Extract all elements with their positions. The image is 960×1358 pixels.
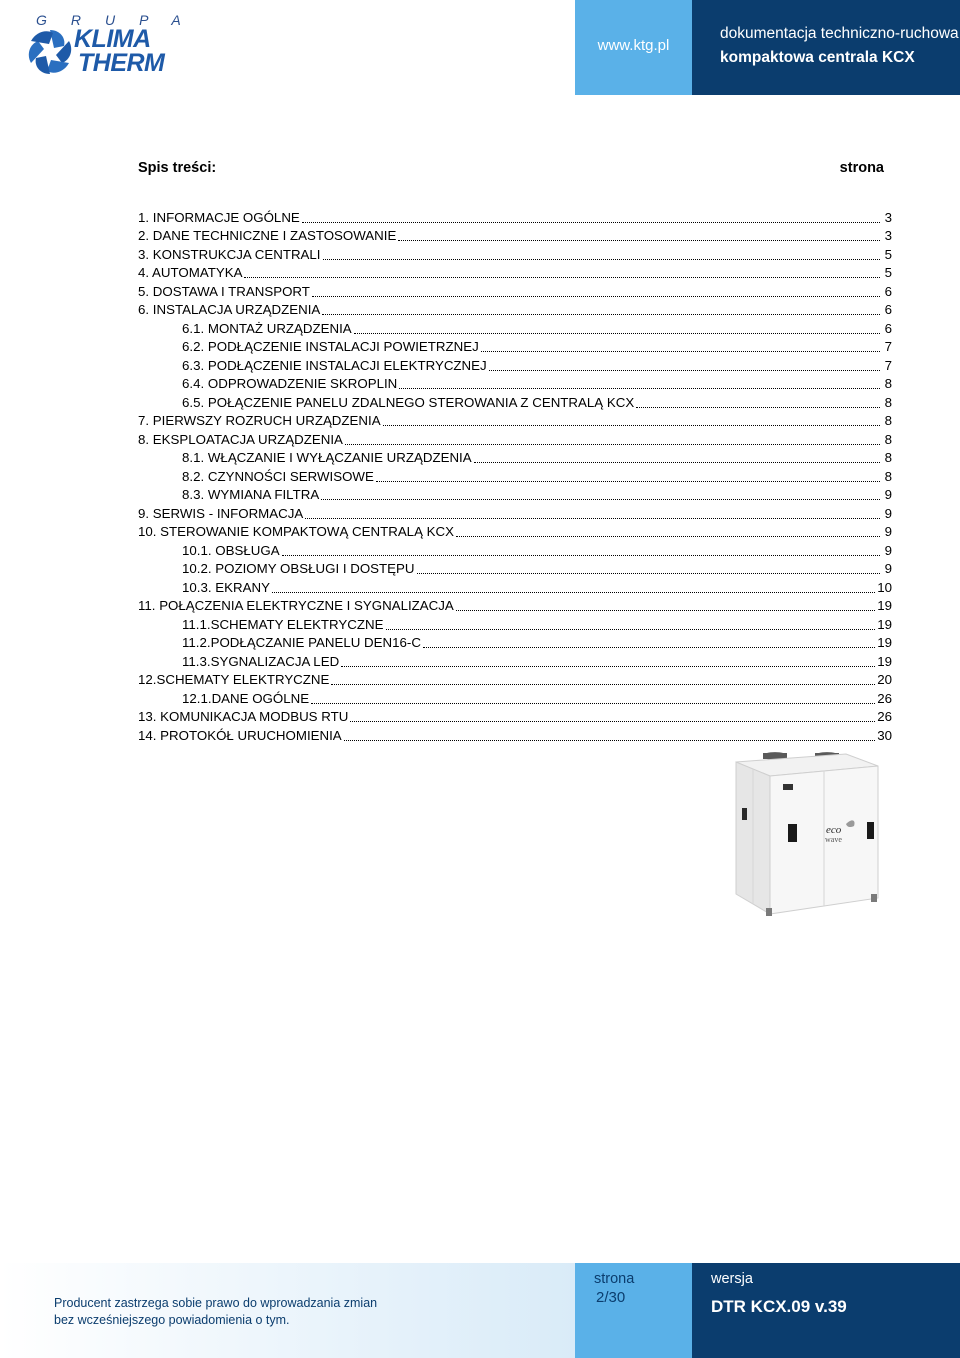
table-of-contents [138,207,892,744]
wave-badge-text: wave [825,835,842,844]
toc-entry-page: 8 [884,394,892,410]
website-link[interactable]: www.ktg.pl [597,37,670,54]
website-box [575,0,692,95]
toc-entry-page: 19 [877,616,892,632]
toc-dot-leader [386,629,876,630]
toc-entry-label: 6. INSTALACJA URZĄDZENIA [138,302,321,317]
toc-title: Spis treści: [138,160,217,176]
toc-entry-label: 11.3.SYGNALIZACJA LED [182,653,340,669]
toc-entry[interactable] [138,707,892,726]
toc-entry-label: 10.1. OBSŁUGA [182,542,280,558]
toc-entry[interactable] [138,281,892,300]
toc-dot-leader [312,296,880,297]
toc-dot-leader [341,666,875,667]
toc-dot-leader [311,703,875,704]
toc-entry[interactable] [138,633,892,652]
toc-entry-label: 1. INFORMACJE OGÓLNE [138,209,300,225]
toc-entry-page: 8 [884,413,892,428]
toc-entry[interactable] [138,392,892,411]
toc-entry[interactable] [138,429,892,448]
toc-entry-label: 14. PROTOKÓŁ URUCHOMIENIA [138,727,342,743]
company-logo [0,0,575,95]
document-type: dokumentacja techniczno-ruchowa [720,25,959,42]
toc-entry[interactable] [138,688,892,707]
toc-entry[interactable] [138,244,892,263]
toc-dot-leader [417,573,880,574]
product-name: kompaktowa centrala KCX [720,49,915,66]
toc-dot-leader [399,388,880,389]
toc-entry-page: 19 [877,635,892,650]
toc-entry-page: 8 [884,468,892,484]
page-number-box [575,1263,692,1358]
toc-entry[interactable] [138,559,892,578]
toc-entry-page: 8 [884,376,892,391]
toc-dot-leader [323,259,880,260]
toc-entry[interactable] [138,651,892,670]
toc-entry[interactable] [138,596,892,615]
toc-entry-label: 11.1.SCHEMATY ELEKTRYCZNE [182,616,384,632]
toc-entry[interactable] [138,263,892,282]
toc-entry-label: 8.1. WŁĄCZANIE I WYŁĄCZANIE URZĄDZENIA [182,450,472,465]
logo-grupa-text: GRUPA [36,12,205,28]
toc-dot-leader [305,518,880,519]
toc-dot-leader [322,314,880,315]
toc-dot-leader [481,351,880,352]
toc-entry-label: 3. KONSTRUKCJA CENTRALI [138,246,321,262]
toc-dot-leader [331,684,875,685]
disclaimer-line-2: bez wcześniejszego powiadomienia o tym. [54,1313,290,1327]
toc-entry[interactable] [138,226,892,245]
toc-entry[interactable] [138,300,892,319]
toc-entry-label: 6.4. ODPROWADZENIE SKROPLIN [182,376,398,391]
toc-dot-leader [383,425,880,426]
toc-dot-leader [350,721,875,722]
toc-entry[interactable] [138,725,892,744]
toc-entry-label: 6.1. MONTAŻ URZĄDZENIA [182,320,352,336]
toc-dot-leader [282,555,880,556]
toc-entry[interactable] [138,207,892,226]
toc-entry[interactable] [138,411,892,430]
toc-entry-page: 10 [877,579,892,595]
toc-entry-label: 9. SERWIS - INFORMACJA [138,505,304,521]
version-number: DTR KCX.09 v.39 [711,1297,847,1316]
toc-entry-page: 7 [884,339,892,354]
toc-entry-label: 4. AUTOMATYKA [138,265,243,280]
toc-entry[interactable] [138,522,892,541]
document-title-box [692,0,960,95]
toc-entry[interactable] [138,337,892,356]
toc-dot-leader [489,370,880,371]
toc-dot-leader [272,592,875,593]
toc-entry[interactable] [138,466,892,485]
toc-dot-leader [456,536,880,537]
toc-entry[interactable] [138,614,892,633]
toc-entry-page: 6 [884,320,892,336]
toc-entry-page: 9 [884,542,892,558]
toc-entry-label: 5. DOSTAWA I TRANSPORT [138,283,310,299]
toc-entry-page: 30 [877,727,892,743]
toc-entry-label: 8. EKSPLOATACJA URZĄDZENIA [138,431,343,447]
toc-entry-page: 5 [884,265,892,280]
toc-entry-page: 9 [884,505,892,521]
toc-page-column-title: strona [839,160,884,176]
toc-dot-leader [244,277,880,278]
toc-entry-page: 9 [884,561,892,576]
toc-entry-page: 20 [877,672,892,687]
toc-entry-label: 12.SCHEMATY ELEKTRYCZNE [138,672,330,687]
disclaimer-line-1: Producent zastrzega sobie prawo do wprowadzania zmian [54,1296,378,1310]
page-footer [0,1263,960,1358]
toc-entry-page: 8 [884,450,892,465]
toc-entry-label: 10.2. POZIOMY OBSŁUGI I DOSTĘPU [182,561,415,576]
toc-entry-label: 10.3. EKRANY [182,579,270,595]
toc-entry-page: 3 [884,228,892,243]
toc-entry-page: 8 [884,431,892,447]
toc-entry-page: 5 [884,246,892,262]
toc-entry-label: 6.5. POŁĄCZENIE PANELU ZDALNEGO STEROWANIA Z CENTRALĄ KCX [182,394,635,410]
disclaimer-box [0,1263,575,1358]
toc-entry-page: 3 [884,209,892,225]
toc-dot-leader [321,499,880,500]
toc-entry[interactable] [138,485,892,504]
toc-entry-label: 7. PIERWSZY ROZRUCH URZĄDZENIA [138,413,381,428]
toc-entry[interactable] [138,503,892,522]
toc-dot-leader [344,740,876,741]
toc-entry-page: 9 [884,524,892,539]
version-label: wersja [711,1271,753,1287]
toc-entry-label: 13. KOMUNIKACJA MODBUS RTU [138,709,349,724]
toc-entry-page: 6 [884,283,892,299]
toc-dot-leader [345,444,880,445]
toc-dot-leader [398,240,880,241]
product-unit-image [728,748,888,918]
page-number-label: strona [594,1271,635,1287]
toc-entry[interactable] [138,670,892,689]
toc-dot-leader [302,222,880,223]
page-number: 2/30 [596,1289,626,1306]
toc-dot-leader [636,407,880,408]
toc-dot-leader [376,481,880,482]
toc-entry-page: 19 [877,653,892,669]
toc-entry[interactable] [138,318,892,337]
toc-dot-leader [456,610,875,611]
toc-entry-label: 10. STEROWANIE KOMPAKTOWĄ CENTRALĄ KCX [138,524,454,539]
toc-dot-leader [423,647,875,648]
toc-entry[interactable] [138,577,892,596]
toc-entry-label: 2. DANE TECHNICZNE I ZASTOSOWANIE [138,228,397,243]
toc-dot-leader [474,462,880,463]
logo-klima-text: KLIMA [74,25,151,53]
eco-badge-text: eco [826,824,842,836]
toc-entry-label: 12.1.DANE OGÓLNE [182,690,310,706]
toc-entry-label: 11.2.PODŁĄCZANIE PANELU DEN16-C [182,635,421,650]
toc-entry[interactable] [138,540,892,559]
toc-entry[interactable] [138,448,892,467]
toc-entry[interactable] [138,355,892,374]
toc-entry-label: 11. POŁĄCZENIA ELEKTRYCZNE I SYGNALIZACJA [138,598,454,613]
logo-therm-text: THERM [78,49,165,77]
toc-entry[interactable] [138,374,892,393]
toc-entry-page: 19 [877,598,892,613]
toc-entry-page: 9 [884,487,892,502]
toc-entry-page: 26 [877,690,892,706]
toc-dot-leader [354,333,880,334]
toc-entry-page: 26 [877,709,892,724]
toc-entry-label: 6.3. PODŁĄCZENIE INSTALACJI ELEKTRYCZNEJ [182,357,487,373]
toc-header [138,160,884,180]
toc-entry-label: 8.2. CZYNNOŚCI SERWISOWE [182,468,374,484]
toc-entry-page: 6 [884,302,892,317]
toc-entry-page: 7 [884,357,892,373]
toc-entry-label: 8.3. WYMIANA FILTRA [182,487,320,502]
logo-swirl-icon [22,26,78,76]
toc-entry-label: 6.2. PODŁĄCZENIE INSTALACJI POWIETRZNEJ [182,339,479,354]
page-header [0,0,960,95]
version-box [692,1263,960,1358]
